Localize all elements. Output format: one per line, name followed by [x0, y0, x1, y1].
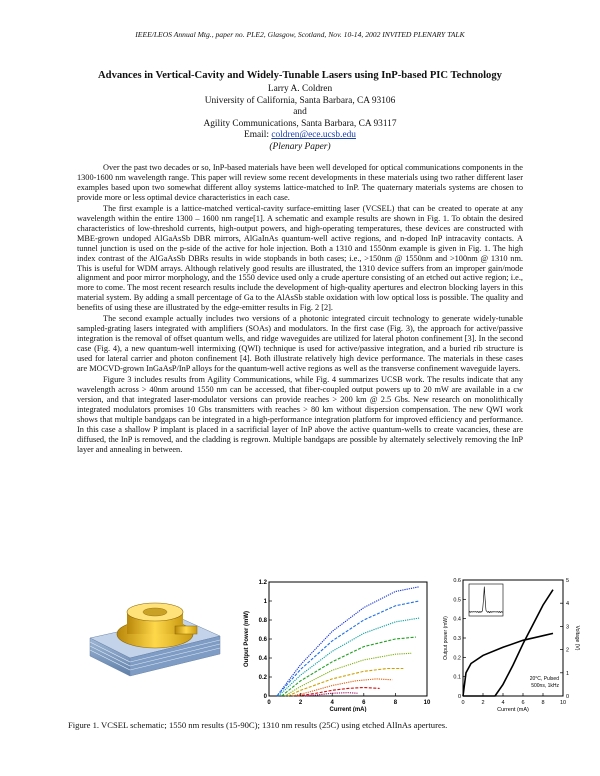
y-tick-label: 0 [457, 694, 461, 700]
y-tick-label: 1 [263, 599, 267, 605]
body-text [77, 163, 523, 456]
paragraph-intro: Over the past two decades or so, InP-based materials have been well developed for optical communications components in the 1300-1600 nm wavelength range. This paper will review some recent developments in these materials using two rather different laser examples based upon two somewhat different alloy systems lattice-matched to InP. The quaternary materials systems are chosen to provide more or less optimal device characteristics in each case. [77, 163, 523, 202]
series-line-2 [279, 618, 420, 696]
aperture [143, 608, 167, 616]
paper-title: Advances in Vertical-Cavity and Widely-Tunable Lasers using InP-based PIC Technology [98, 70, 502, 81]
series-line-0 [277, 587, 419, 696]
email-label: Email: [244, 130, 269, 141]
y-tick-label: 0.5 [453, 597, 461, 604]
vcsel-schematic [85, 588, 225, 684]
y2-axis-label: Voltage (V) [574, 625, 580, 651]
chart-1310nm-liv [441, 574, 581, 712]
y2-tick-label: 2 [566, 647, 570, 654]
x-axis-label: Current (mA) [497, 707, 529, 712]
y-tick-label: 0.6 [258, 637, 267, 643]
y-tick-label: 0.8 [258, 618, 267, 624]
y2-tick-label: 0 [566, 694, 570, 700]
x-tick-label: 8 [541, 700, 545, 706]
affiliation-agility: Agility Communications, Santa Barbara, CA 93117 [203, 118, 397, 129]
y-axis-label: Output power (mW) [443, 616, 449, 660]
y2-tick-label: 1 [566, 670, 570, 677]
y-tick-label: 0 [263, 694, 267, 700]
series-line-1 [277, 601, 419, 696]
affiliation-and: and [293, 107, 307, 118]
contact-pad [175, 626, 197, 634]
annotation-line-2: 500ns, 1kHz [531, 683, 559, 689]
y2-tick-label: 5 [566, 578, 570, 584]
series-line-3 [282, 637, 416, 696]
x-tick-label: 10 [423, 700, 431, 706]
affiliation-ucsb: University of California, Santa Barbara, CA 93106 [204, 95, 396, 106]
series-line-5 [288, 669, 403, 697]
y2-tick-label: 4 [566, 601, 570, 608]
chart-1550nm-li [239, 574, 439, 712]
paragraph-results: Figure 3 includes results from Agility Communications, while Fig. 4 summarizes UCSB work. The results indicate that any wavelength across > 40nm around 1550 nm can be accessed, that fiber-coupled output powers up to 20 mW are available in a cw version, and that integrated laser-modulator versions can provide reaches > 200 km @ 2.5 Gbs. New research on monolithically integrated modulators promises 10 Gbs transmitters with reaches > 80 km without dispersion compensation. The new QWI work shows that multiple bandgaps can be integrated in a high-performance integration platform for improved efficiency and performance. In this case a shallow P implant is placed in a sacrificial layer of InP above the active quantum-wells to create vacancies, these are diffused, the InP is removed, and the cladding is regrown. Multiple bandgaps are possible by alternately selectively removing the InP layer and annealing in between. [77, 375, 523, 454]
figure-1 [63, 574, 580, 712]
y-tick-label: 0.4 [258, 656, 267, 662]
x-tick-label: 4 [501, 700, 505, 706]
author-block [100, 84, 500, 154]
x-tick-label: 8 [393, 700, 398, 706]
conference-header: IEEE/LEOS Annual Mtg., paper no. PLE2, Glasgow, Scotland, Nov. 10-14, 2002 INVITED PLENARY TALK [135, 30, 465, 39]
email-line [100, 130, 500, 142]
x-tick-label: 2 [298, 700, 303, 706]
y-tick-label: 0.1 [453, 674, 461, 681]
annotation-line-1: 20°C, Pulsed [529, 676, 559, 682]
x-tick-label: 6 [362, 700, 366, 706]
y-tick-label: 0.2 [453, 655, 461, 662]
y-tick-label: 0.3 [453, 636, 461, 642]
y-tick-label: 1.2 [258, 580, 267, 586]
x-tick-label: 10 [559, 700, 567, 706]
y-axis-label: Output Power (mW) [244, 611, 250, 667]
series-line-7 [297, 688, 379, 697]
email-link[interactable]: coldren@ece.ucsb.edu [271, 130, 356, 141]
y-tick-label: 0.6 [453, 578, 461, 584]
x-tick-label: 6 [521, 700, 525, 706]
y2-tick-label: 3 [566, 624, 570, 631]
series-line-6 [293, 679, 393, 696]
y-tick-label: 0.4 [453, 616, 461, 623]
x-tick-label: 0 [267, 700, 271, 706]
paragraph-pic: The second example actually includes two versions of a photonic integrated circuit technology to generate widely-tunable sampled-grating lasers integrated with amplifiers (SOAs) and modulators. In the first case (Fig. 3), the approach for active/passive integration is the removal of offset quantum wells, and ridge waveguides are utilized for lateral photon confinement [3]. In the second case (Fig. 4), a new quantum-well intermixing (QWI) technique is used for active/passive integration, and a buried rib structure is used for lateral carrier and photon confinement [4]. Both illustrate relatively high device performance. The materials in these cases are MOCVD-grown InGaAsP/InP alloys for the quantum-well active regions as well as the transverse confinement waveguide layers. [77, 314, 523, 374]
y-tick-label: 0.2 [258, 675, 267, 681]
x-tick-label: 0 [461, 700, 465, 706]
x-tick-label: 2 [481, 700, 485, 706]
paragraph-vcsel: The first example is a lattice-matched vertical-cavity surface-emitting laser (VCSEL) that can be created to operate at any wavelength within the entire 1300 – 1600 nm range[1]. A schematic and example results are shown in Fig. 1. To obtain the desired characteristics of low-threshold currents, high-output powers, and high-operating temperatures, these devices are constructed with MBE-grown undoped AlGaAsSb DBR mirrors, AlGaInAs quantum-well active regions, and n-doped InP intracavity contacts. A tunnel junction is used on the p-side of the active for hole injection. Both a 1310 and 1550nm example is given in Fig. 1. The high index contrast of the AlGaAsSb DBRs results in wide stopbands in both cases; i.e., >150nm @ 1550nm and >100nm @ 1310 nm. This is useful for WDM arrays. Although relatively good results are illustrated, the 1310 device suffers from an improper gain/mode alignment and poor mirror morphology, and the 1550 device used only a crude aperture consisting of an etched out active region; i.e., more to come. The most recent research results include the development of high-quality apertures and electron blocking layers in this material system. By adding a small percentage of Ga to the AlAsSb stable oxidation with low optical loss is possible. The quality and benefits of using these are illustrated by the edge-emitter results in Fig. 2 [2]. [77, 203, 523, 313]
x-axis-label: Current (mA) [329, 707, 367, 712]
author-name: Larry A. Coldren [267, 84, 333, 94]
paper-type: (Plenary Paper) [269, 141, 331, 152]
figure-caption: Figure 1. VCSEL schematic; 1550 nm results (15-90C); 1310 nm results (25C) using etched AlInAs apertures. [68, 720, 448, 730]
x-tick-label: 4 [330, 700, 334, 706]
